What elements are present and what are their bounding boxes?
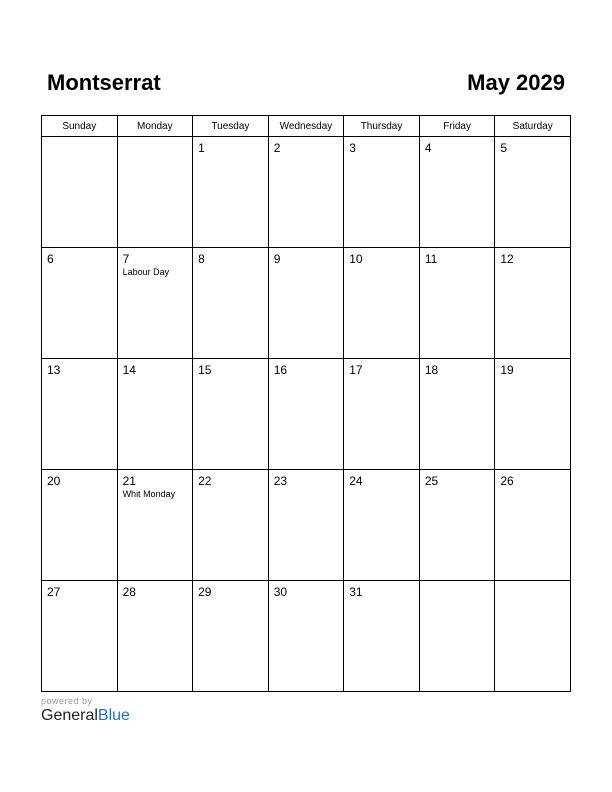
weekday-header: Friday	[419, 116, 495, 137]
brand-footer	[41, 696, 130, 725]
day-number: 20	[47, 474, 61, 488]
calendar-day-cell	[268, 470, 344, 581]
calendar-day-cell	[193, 359, 269, 470]
weekday-header: Thursday	[344, 116, 420, 137]
calendar-day-cell	[495, 359, 571, 470]
calendar-day-cell	[268, 581, 344, 692]
day-number: 29	[198, 585, 212, 599]
calendar-day-cell	[193, 137, 269, 248]
calendar-day-cell	[419, 359, 495, 470]
day-number: 25	[424, 474, 439, 488]
calendar-day-cell	[268, 248, 344, 359]
day-number: 11	[424, 252, 438, 266]
day-number: 27	[47, 585, 61, 599]
calendar-day-cell	[42, 581, 118, 692]
holiday-label: Labour Day	[122, 267, 170, 277]
day-number: 23	[273, 474, 288, 488]
day-number: 14	[122, 363, 136, 377]
generalblue-logo	[41, 707, 130, 725]
calendar-day-cell	[42, 248, 118, 359]
weekday-header: Tuesday	[193, 116, 269, 137]
calendar-country-title: Montserrat	[47, 70, 161, 95]
day-number: 15	[198, 363, 212, 377]
calendar-day-cell	[42, 359, 118, 470]
calendar-day-cell	[419, 581, 495, 692]
calendar-month-title: May 2029	[467, 70, 565, 95]
day-number: 31	[349, 585, 363, 599]
weekday-header: Saturday	[495, 116, 571, 137]
day-number: 2	[273, 141, 281, 155]
day-number: 1	[198, 141, 205, 155]
calendar-day-cell	[268, 137, 344, 248]
logo-blue-text: Blue	[97, 707, 130, 724]
day-number: 21	[122, 474, 136, 488]
calendar-day-cell	[495, 137, 571, 248]
calendar-grid	[41, 115, 571, 692]
calendar-day-cell	[495, 581, 571, 692]
calendar-day-cell	[344, 470, 420, 581]
calendar-day-cell	[419, 470, 495, 581]
calendar-day-cell	[193, 248, 269, 359]
calendar-week-row	[42, 137, 571, 248]
calendar-week-row	[42, 359, 571, 470]
day-number: 18	[424, 363, 439, 377]
day-number: 12	[500, 252, 514, 266]
weekday-header: Sunday	[42, 116, 118, 137]
calendar-day-cell	[268, 359, 344, 470]
calendar-week-row	[42, 470, 571, 581]
calendar-day-cell	[419, 137, 495, 248]
day-number: 19	[500, 363, 514, 377]
calendar-day-cell	[42, 470, 118, 581]
day-number: 6	[47, 252, 54, 266]
day-number: 7	[122, 252, 130, 266]
calendar-day-cell	[117, 137, 193, 248]
day-number: 5	[500, 141, 508, 155]
logo-general-text: General	[41, 707, 98, 724]
day-number: 24	[349, 474, 363, 488]
day-number: 22	[198, 474, 212, 488]
day-number: 3	[349, 141, 356, 155]
calendar-day-cell	[344, 137, 420, 248]
day-number: 26	[500, 474, 514, 488]
powered-by-text: powered by	[41, 696, 93, 706]
weekday-header-row	[42, 116, 571, 137]
calendar-day-cell	[193, 470, 269, 581]
day-number: 17	[349, 363, 363, 377]
calendar-day-cell	[117, 359, 193, 470]
day-number: 8	[198, 252, 205, 266]
holiday-label: Whit Monday	[122, 489, 176, 499]
calendar-day-cell	[117, 581, 193, 692]
day-number: 30	[273, 585, 288, 599]
day-number: 9	[273, 252, 281, 266]
weekday-header: Wednesday	[268, 116, 344, 137]
calendar-day-cell	[344, 359, 420, 470]
calendar-day-cell	[42, 137, 118, 248]
calendar-day-cell	[419, 248, 495, 359]
day-number: 4	[424, 141, 432, 155]
calendar-week-row	[42, 581, 571, 692]
day-number: 13	[47, 363, 61, 377]
day-number: 16	[273, 363, 288, 377]
calendar-day-cell	[495, 470, 571, 581]
calendar-day-cell	[117, 248, 193, 359]
calendar-day-cell	[117, 470, 193, 581]
calendar-day-cell	[344, 248, 420, 359]
calendar-day-cell	[495, 248, 571, 359]
weekday-header: Monday	[117, 116, 193, 137]
calendar-week-row	[42, 248, 571, 359]
day-number: 28	[122, 585, 136, 599]
calendar-day-cell	[344, 581, 420, 692]
calendar-day-cell	[193, 581, 269, 692]
day-number: 10	[349, 252, 363, 266]
